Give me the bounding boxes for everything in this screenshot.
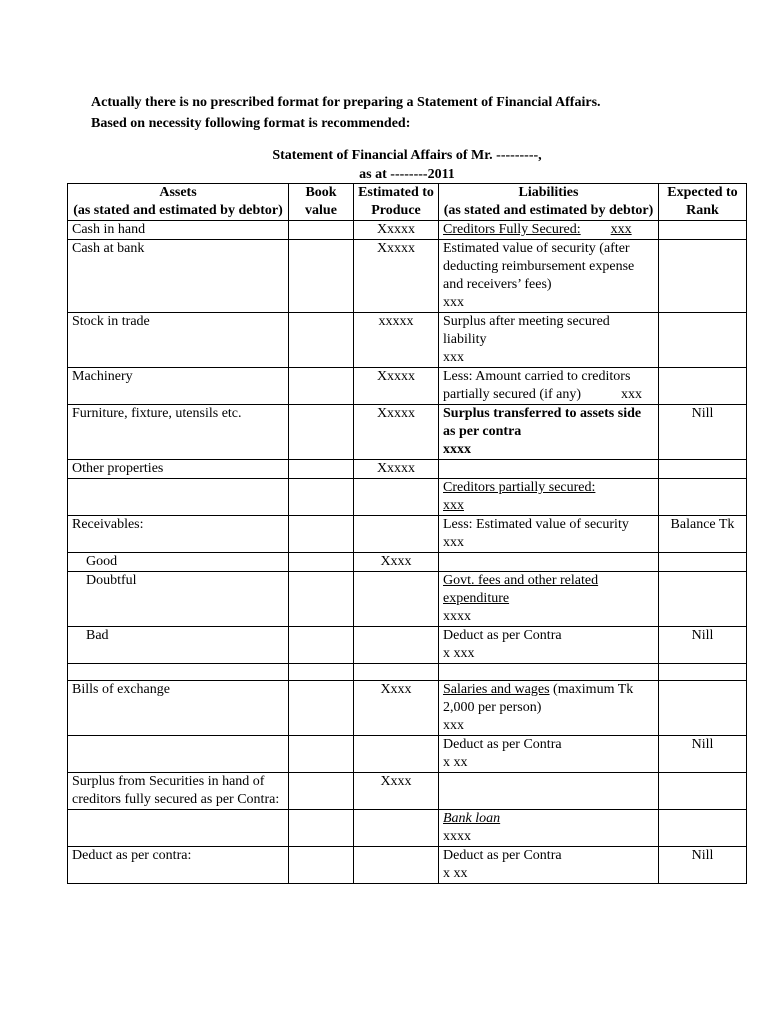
estimated-cell: Xxxxx: [354, 460, 439, 479]
book-value-cell: [289, 681, 354, 736]
asset-cell: Deduct as per contra:: [68, 847, 289, 884]
asset-cell: Doubtful: [68, 572, 289, 627]
table-row: [68, 664, 747, 681]
header-book-value: Book value: [289, 184, 354, 221]
title-line-2: as at --------2011: [359, 167, 455, 182]
liability-amount: xxxx: [443, 609, 471, 624]
header-assets: [68, 184, 289, 221]
liability-cell: [439, 516, 659, 553]
book-value-cell: [289, 368, 354, 405]
rank-cell: [659, 221, 747, 240]
liability-text: Deduct as per Contra: [443, 737, 562, 752]
table-row: [68, 847, 747, 884]
liability-cell: [439, 405, 659, 460]
intro-line-2: Based on necessity following format is recommended:: [91, 116, 411, 131]
rank-cell: Balance Tk: [659, 516, 747, 553]
book-value-cell: [289, 460, 354, 479]
liability-text: Less: Estimated value of security: [443, 517, 629, 532]
table-row: [68, 221, 747, 240]
liability-cell: [439, 681, 659, 736]
liability-text: Deduct as per Contra: [443, 848, 562, 863]
asset-cell: Bad: [68, 627, 289, 664]
book-value-cell: [289, 736, 354, 773]
table-row: [68, 681, 747, 736]
liability-cell: [439, 221, 659, 240]
estimated-cell: [354, 627, 439, 664]
table-row: [68, 553, 747, 572]
intro-line-1: Actually there is no prescribed format for preparing a Statement of Financial Affairs.: [91, 95, 601, 110]
liability-cell: [439, 810, 659, 847]
table-row: [68, 773, 747, 810]
table-row: [68, 240, 747, 313]
asset-cell: Cash in hand: [68, 221, 289, 240]
estimated-cell: [354, 516, 439, 553]
intro-text: [91, 92, 601, 134]
rank-cell: [659, 240, 747, 313]
estimated-cell: [354, 736, 439, 773]
liability-cell: [439, 460, 659, 479]
estimated-cell: Xxxxx: [354, 221, 439, 240]
table-row: [68, 313, 747, 368]
liability-text: Govt. fees and other related expenditure: [443, 573, 599, 606]
liability-cell: [439, 572, 659, 627]
asset-cell: Other properties: [68, 460, 289, 479]
title-line-1: Statement of Financial Affairs of Mr. ---------,: [272, 148, 542, 163]
book-value-cell: [289, 627, 354, 664]
liability-amount: xxxx: [443, 829, 471, 844]
rank-cell: [659, 810, 747, 847]
asset-cell: Bills of exchange: [68, 681, 289, 736]
book-value-cell: [289, 240, 354, 313]
liability-text: Creditors Fully Secured:: [443, 222, 581, 237]
liability-cell: [439, 773, 659, 810]
header-estimated: Estimated to Produce: [354, 184, 439, 221]
table-row: [68, 810, 747, 847]
liability-text: Surplus transferred to assets side as per contra: [443, 406, 642, 439]
table-row: [68, 460, 747, 479]
liability-amount: xxx: [610, 222, 632, 237]
header-row: [68, 184, 747, 221]
liability-text: Creditors partially secured:: [443, 480, 596, 495]
estimated-cell: Xxxx: [354, 553, 439, 572]
asset-cell: [68, 479, 289, 516]
book-value-cell: [289, 847, 354, 884]
liability-amount: xxx: [443, 350, 464, 365]
rank-cell: Nill: [659, 736, 747, 773]
liability-cell: [439, 479, 659, 516]
book-value-cell: [289, 516, 354, 553]
estimated-cell: Xxxx: [354, 681, 439, 736]
asset-cell: Cash at bank: [68, 240, 289, 313]
book-value-cell: [289, 313, 354, 368]
estimated-cell: [354, 572, 439, 627]
rank-cell: [659, 681, 747, 736]
liability-text: Bank loan: [443, 811, 501, 826]
liability-text: Less: Amount carried to creditors partially secured (if any): [443, 369, 631, 402]
header-liabilities: [439, 184, 659, 221]
book-value-cell: [289, 773, 354, 810]
table-row: [68, 516, 747, 553]
header-liabilities-subtitle: (as stated and estimated by debtor): [443, 203, 654, 218]
estimated-cell: [354, 847, 439, 884]
asset-cell: Stock in trade: [68, 313, 289, 368]
asset-cell: [68, 664, 289, 681]
liability-amount: xxx: [443, 295, 464, 310]
book-value-cell: [289, 405, 354, 460]
estimated-cell: [354, 479, 439, 516]
header-assets-subtitle: (as stated and estimated by debtor): [73, 203, 283, 218]
liability-cell: [439, 313, 659, 368]
statement-table: [67, 183, 747, 884]
estimated-cell: [354, 810, 439, 847]
table-row: [68, 736, 747, 773]
estimated-cell: Xxxxx: [354, 405, 439, 460]
header-liabilities-title: Liabilities: [518, 185, 579, 200]
liability-cell: [439, 627, 659, 664]
asset-cell: [68, 736, 289, 773]
estimated-cell: Xxxx: [354, 773, 439, 810]
book-value-cell: [289, 810, 354, 847]
asset-cell: Machinery: [68, 368, 289, 405]
book-value-cell: [289, 572, 354, 627]
liability-amount: xxx: [621, 387, 642, 402]
asset-cell: Good: [68, 553, 289, 572]
liability-text: Deduct as per Contra: [443, 628, 562, 643]
book-value-cell: [289, 221, 354, 240]
liability-amount: x xx: [443, 755, 468, 770]
estimated-cell: Xxxxx: [354, 368, 439, 405]
rank-cell: [659, 572, 747, 627]
liability-amount: x xxx: [443, 646, 475, 661]
rank-cell: Nill: [659, 405, 747, 460]
rank-cell: [659, 460, 747, 479]
liability-text-note: (maximum Tk 2,000 per person): [443, 682, 634, 715]
header-rank: Expected to Rank: [659, 184, 747, 221]
book-value-cell: [289, 553, 354, 572]
table-row: [68, 405, 747, 460]
statement-title: [68, 146, 746, 184]
table-row: [68, 479, 747, 516]
book-value-cell: [289, 664, 354, 681]
liability-text: Surplus after meeting secured liability: [443, 314, 610, 347]
liability-cell: [439, 368, 659, 405]
book-value-cell: [289, 479, 354, 516]
liability-amount: xxx: [443, 535, 464, 550]
liability-amount: xxxx: [443, 442, 471, 457]
header-assets-title: Assets: [159, 185, 197, 200]
asset-cell: Surplus from Securities in hand of creditors fully secured as per Contra:: [68, 773, 289, 810]
asset-cell: Furniture, fixture, utensils etc.: [68, 405, 289, 460]
liability-amount: xxx: [443, 498, 464, 513]
table-row: [68, 572, 747, 627]
liability-cell: [439, 553, 659, 572]
liability-cell: [439, 736, 659, 773]
rank-cell: [659, 553, 747, 572]
estimated-cell: xxxxx: [354, 313, 439, 368]
estimated-cell: Xxxxx: [354, 240, 439, 313]
rank-cell: [659, 368, 747, 405]
liability-cell: [439, 847, 659, 884]
rank-cell: Nill: [659, 847, 747, 884]
estimated-cell: [354, 664, 439, 681]
rank-cell: [659, 479, 747, 516]
rank-cell: Nill: [659, 627, 747, 664]
liability-cell: [439, 664, 659, 681]
asset-cell: [68, 810, 289, 847]
liability-amount: x xx: [443, 866, 468, 881]
liability-text: Salaries and wages: [443, 682, 550, 697]
rank-cell: [659, 664, 747, 681]
asset-cell: Receivables:: [68, 516, 289, 553]
liability-amount: xxx: [443, 718, 464, 733]
rank-cell: [659, 773, 747, 810]
liability-cell: [439, 240, 659, 313]
liability-text: Estimated value of security (after deducting reimbursement expense and receivers’ fees): [443, 241, 635, 292]
table-row: [68, 368, 747, 405]
rank-cell: [659, 313, 747, 368]
table-row: [68, 627, 747, 664]
